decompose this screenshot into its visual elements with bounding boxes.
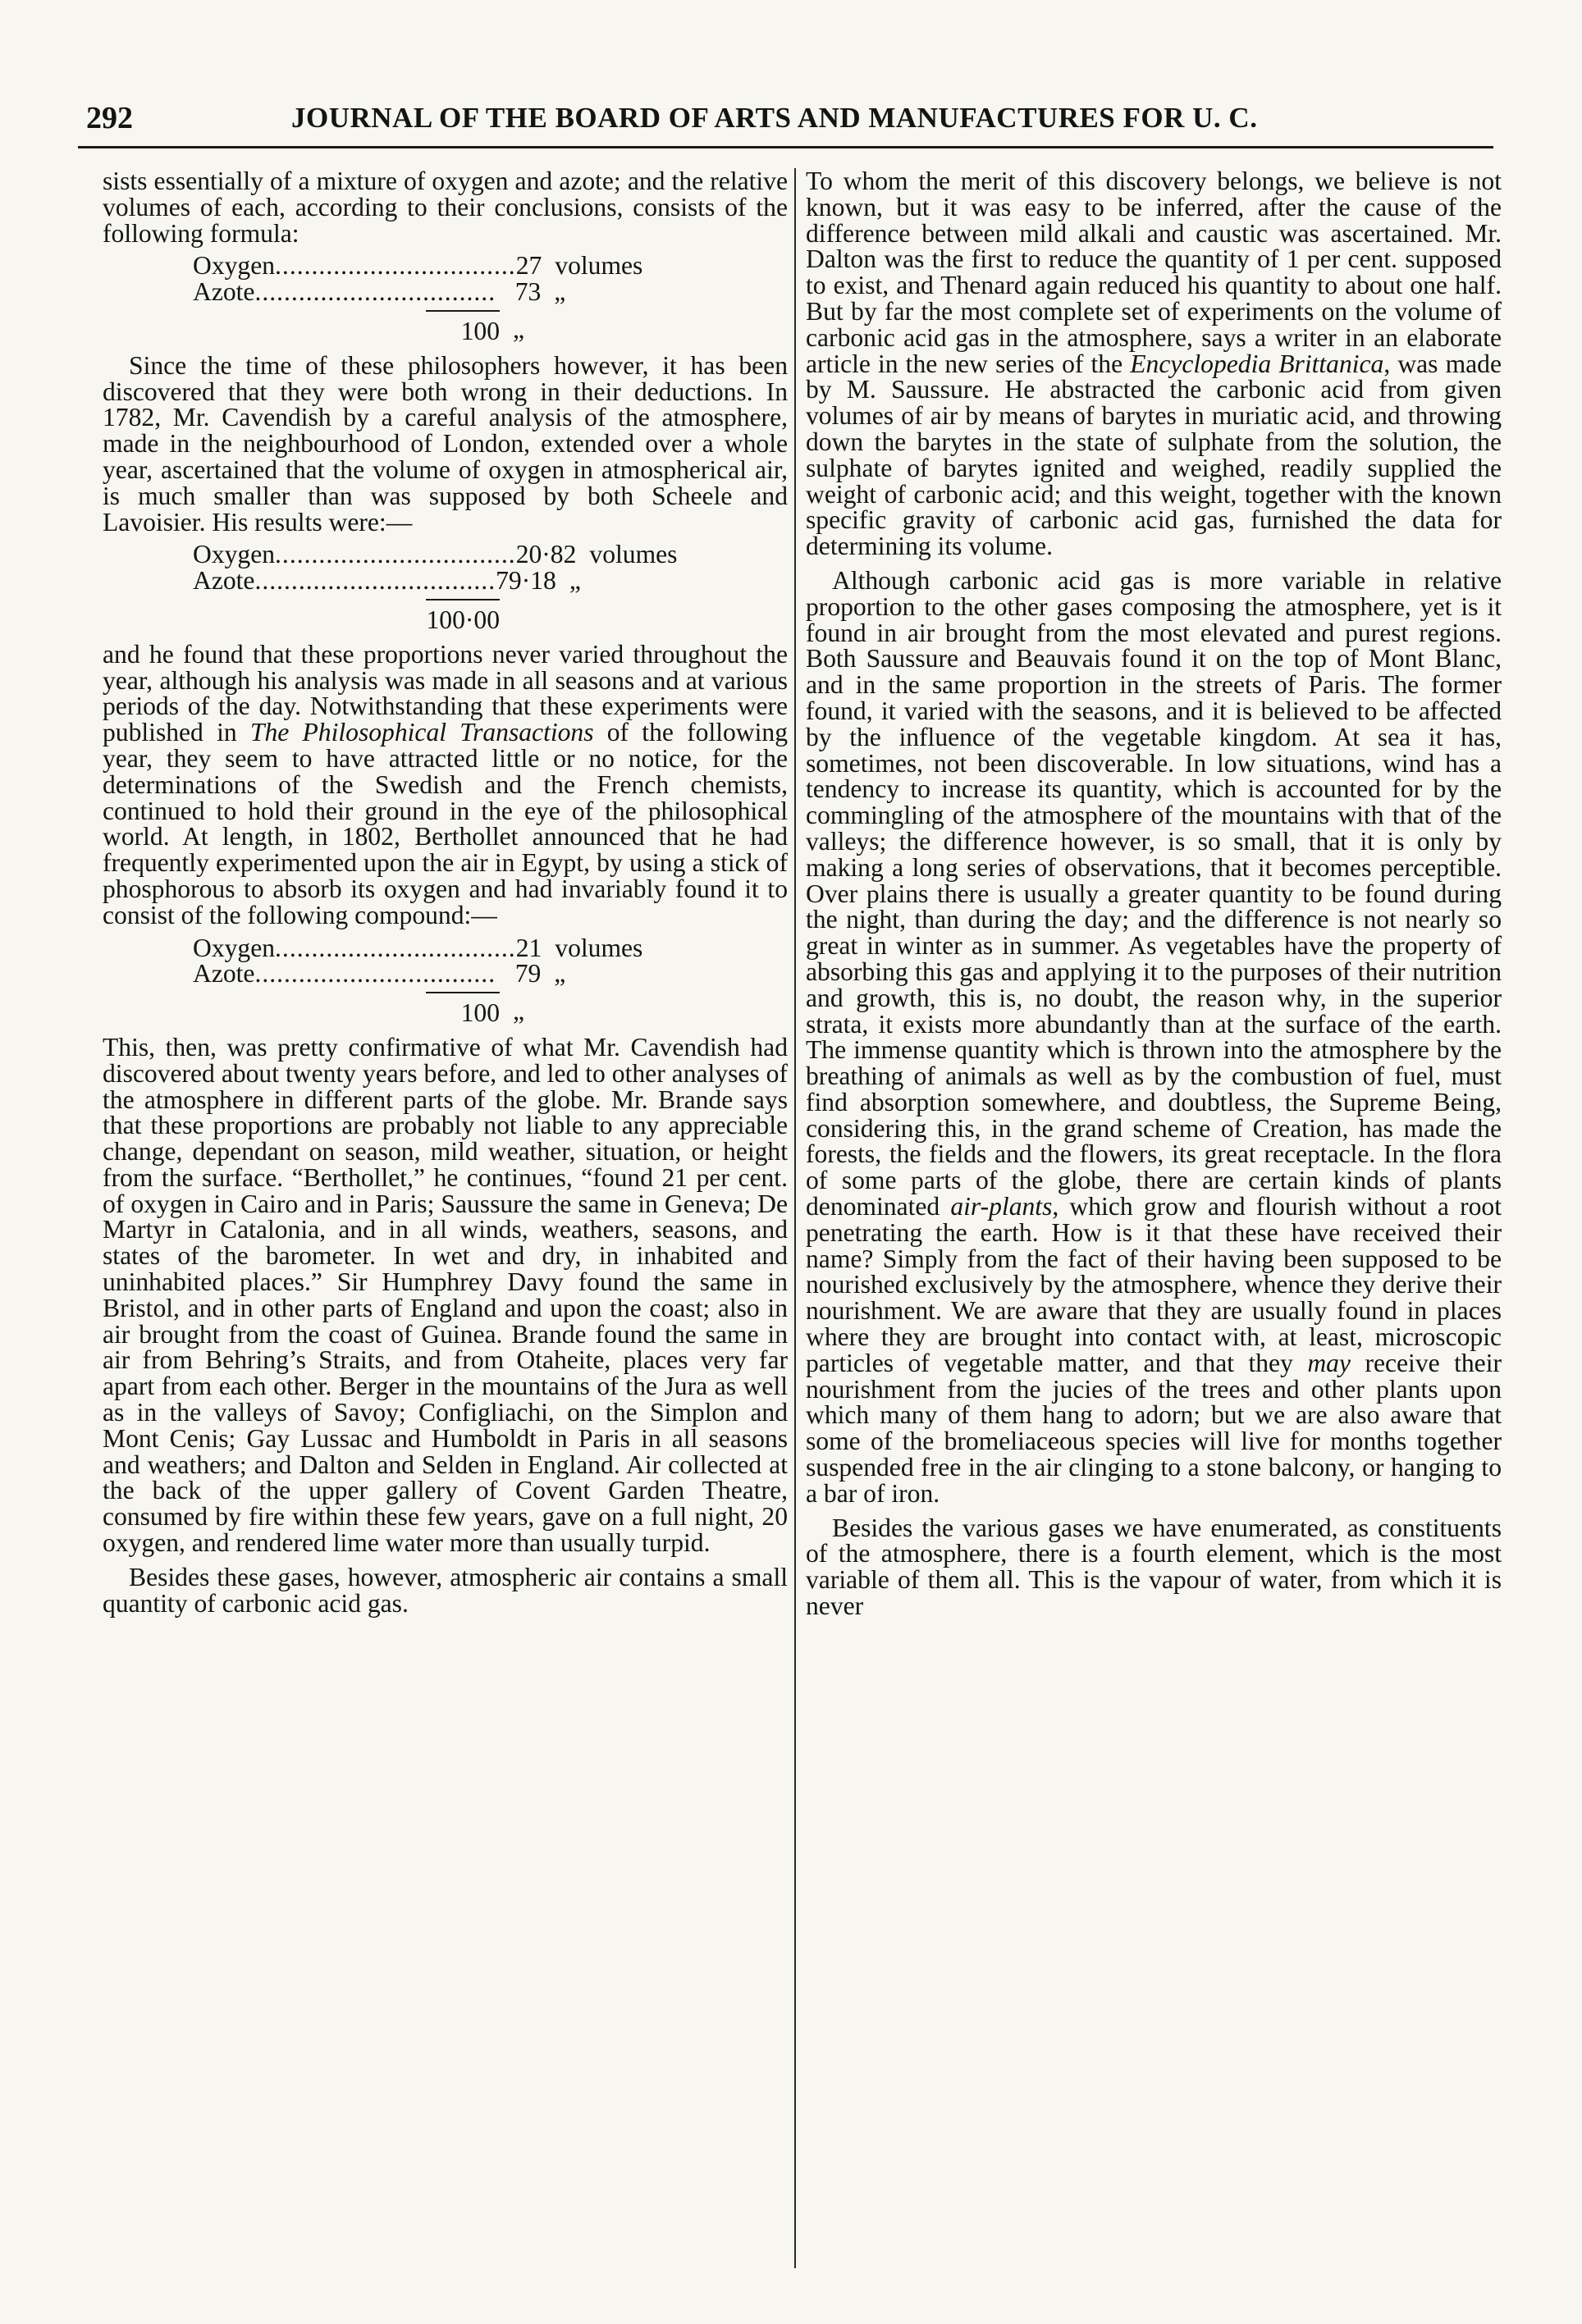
composition-table-3	[103, 935, 788, 1026]
table-row	[193, 279, 620, 305]
right-column	[806, 168, 1502, 2268]
component-name: Azote	[193, 277, 255, 307]
left-paragraph-3: and he found that these proportions never varied throughout the year, although his analysis was made in all seasons and at various periods of the day. Notwithstanding that these experiments were published in The Philosophical Transactions of the following year, they seem to have attracted little or no notice, for the determinations of the Swedish and the French chemists, continued to hold their ground in the eye of the philosophical world. At length, in 1802, Berthollet announced that he had frequently experimented upon the air in Egypt, by using a stick of phosphorous to absorb its oxygen and had invariably found it to consist of the following compound:—	[103, 639, 788, 929]
component-unit: volumes	[555, 933, 643, 962]
left-paragraph-2: Since the time of these philosophers however, it has been discovered that they were both wrong in their deductions. In 1782, Mr. Cavendish by a careful analysis of the atmosphere, made in the neighbourhood of London, extended over a whole year, ascertained that the volume of oxygen in atmospherical air, is much smaller than was supposed by both Scheele and Lavoisier. His results were:—	[103, 350, 788, 536]
component-name: Azote	[193, 959, 255, 988]
leader-dots: .................................	[254, 277, 496, 307]
total-value: 100	[426, 992, 500, 1026]
running-title: JOURNAL OF THE BOARD OF ARTS AND MANUFACTURES FOR U. C.	[291, 102, 1258, 134]
leader-dots: .................................	[275, 540, 516, 569]
total-unit: „	[513, 997, 525, 1026]
total-unit	[500, 599, 620, 633]
component-name: Azote	[193, 566, 255, 596]
component-unit: volumes	[589, 540, 678, 569]
total-value: 100	[426, 310, 500, 345]
leader-dots: .................................	[275, 251, 516, 281]
component-unit: volumes	[555, 251, 643, 281]
composition-table-2	[103, 541, 788, 632]
component-unit: „	[569, 566, 581, 596]
component-name: Oxygen	[193, 933, 276, 962]
right-paragraph-1: To whom the merit of this discovery belongs, we believe is not known, but it was easy to be inferred, after the cause of the difference between mild alkali and caustic was ascertained. Mr. Dalton was the first to reduce the quantity of 1 per cent. supposed to exist, and Thenard again reduced his quantity to about one half. But by far the most complete set of experiments on the volume of carbonic acid gas in the atmosphere, says a writer in an elaborate article in the new series of the Encyclopedia Brittanica, was made by M. Saussure. He abstracted the carbonic acid from given volumes of air by means of barytes in muriatic acid, and throwing down the barytes in the state of sulphate from the solution, the sulphate of barytes ignited and weighed, readily supplied the weight of carbonic acid; and this weight, together with the known specific gravity of carbonic acid gas, furnished the data for determining its volume.	[806, 167, 1502, 561]
emphasis-term: may	[1307, 1348, 1351, 1377]
left-column	[103, 168, 788, 2268]
component-name: Oxygen	[193, 540, 276, 569]
composition-table-1	[103, 253, 788, 344]
publication-title: Encyclopedia Brittanica	[1130, 349, 1384, 378]
component-value: 79	[514, 959, 542, 988]
page-number: 292	[86, 101, 133, 135]
column-divider	[794, 168, 796, 2268]
publication-title: The Philosophical Transactions	[249, 718, 594, 747]
leader-dots: .................................	[275, 933, 516, 962]
component-value: 20·82	[515, 540, 577, 569]
component-name: Oxygen	[193, 251, 276, 281]
component-value: 79·18	[496, 566, 556, 596]
table-total-row	[193, 310, 620, 345]
component-value: 21	[515, 933, 542, 962]
right-paragraph-3: Besides the various gases we have enumerated, as constituents of the atmosphere, there is a fourth element, which is the most variable of them all. This is the vapour of water, from which it is never	[806, 1513, 1502, 1621]
component-value: 27	[515, 251, 542, 281]
right-paragraph-2: Although carbonic acid gas is more variable in relative proportion to the other gases composing the atmosphere, yet is it found in air brought from the most elevated and purest regions. Both Saussure and Beauvais found it on the top of Mont Blanc, and in the same proportion in the streets of Paris. The former found, it varied with the seasons, and it is believed to be affected by the influence of the vegetable kingdom. At sea it has, sometimes, not been discoverable. In low situations, wind has a tendency to increase its quantity, which is accounted for by the commingling of the atmosphere of the mountains with that of the valleys; the difference however, is so small, that it is only by making a long series of observations, that it becomes perceptible. Over plains there is usually a greater quantity to be found during the night, than during the day; and the difference is not nearly so great in winter as in summer. As vegetables have the property of absorbing this gas and applying it to the purposes of their nutrition and growth, this is, no doubt, the reason why, in the superior strata, it exists more abundantly than at the surface of the earth. The immense quantity which is thrown into the atmosphere by the breathing of animals as well as by the combustion of fuel, must find absorption somewhere, and doubtless, the Supreme Being, considering this, in the grand scheme of Creation, has made the forests, the fields and the flowers, its great receptacle. In the flora of some parts of the globe, there are certain kinds of plants denominated air-plants, which grow and flourish without a root penetrating the earth. How is it that these have received their name? Simply from the fact of their having been supposed to be nourished exclusively by the atmosphere, whence they derive their nourishment. We are aware that they are usually found in places where they are brought into contact with, at least, microscopic particles of vegetable matter, and that they may receive their nourishment from the jucies of the trees and other plants upon which many of them hang to adorn; but we are also aware that some of the bromeliaceous species will live for months together suspended free in the air clinging to a stone balcony, or hanging to a bar of iron.	[806, 565, 1502, 1508]
table-row	[193, 568, 620, 594]
table-row	[193, 933, 643, 962]
total-unit: „	[513, 314, 525, 344]
component-value: 73	[514, 277, 542, 307]
total-value: 100·00	[426, 599, 500, 633]
left-paragraph-4: This, then, was pretty confirmative of what Mr. Cavendish had discovered about twenty years before, and led to other analyses of the atmosphere in different parts of the globe. Mr. Brande says that these proportions are probably not liable to any appreciable change, dependant on season, mild weather, situation, or height from the surface. “Berthollet,” he continues, “found 21 per cent. of oxygen in Cairo and in Paris; Saussure the same in Geneva; De Martyr in Catalonia, and in all winds, weathers, seasons, and states of the barometer. In wet and dry, in inhabited and uninhabited places.” Sir Humphrey Davy found the same in Bristol, and in other parts of England and upon the coast; also in air brought from the coast of Guinea. Brande found the same in air from Behring’s Straits, and from Otaheite, places very far apart from each other. Berger in the mountains of the Jura as well as in the valleys of Savoy; Configliachi, on the Simplon and Mont Cenis; Gay Lussac and Humboldt in Paris in all seasons and weathers; and Dalton and Selden in England. Air collected at the back of the upper gallery of Covent Garden Theatre, consumed by fire within these few years, gave on a full night, 20 oxygen, and rendered lime water more than usually turpid.	[103, 1032, 788, 1558]
leader-dots: .................................	[254, 959, 496, 988]
table-total-row	[193, 992, 620, 1026]
table-row	[193, 251, 643, 281]
table-row	[193, 961, 620, 987]
page-header	[78, 97, 1493, 148]
left-paragraph-1: sists essentially of a mixture of oxygen and azote; and the relative volumes of each, according to their conclusions, consists of the following formula:	[103, 167, 788, 248]
component-unit: „	[554, 959, 566, 988]
left-paragraph-5: Besides these gases, however, atmospheric air contains a small quantity of carbonic acid gas.	[103, 1562, 788, 1618]
emphasis-term: air-plants	[950, 1192, 1053, 1221]
table-row	[193, 540, 678, 569]
table-total-row	[193, 599, 620, 633]
leader-dots: .................................	[254, 566, 496, 596]
component-unit: „	[554, 277, 566, 307]
